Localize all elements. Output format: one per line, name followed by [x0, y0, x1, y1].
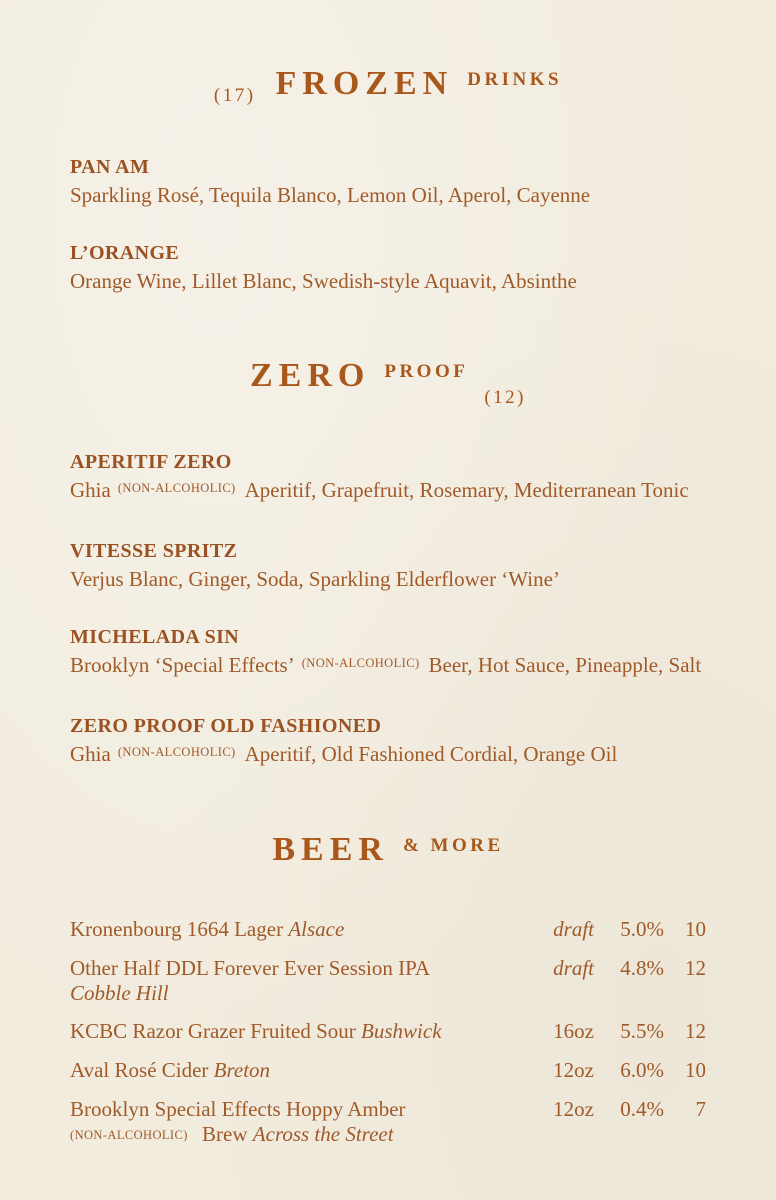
beer-abv: 6.0%	[620, 1058, 664, 1083]
non-alcoholic-tag: (NON-ALCOHOLIC)	[117, 481, 236, 496]
beer-origin: Across the Street	[252, 1122, 394, 1147]
non-alcoholic-tag: (NON-ALCOHOLIC)	[117, 745, 236, 760]
frozen-title: FROZEN	[275, 65, 454, 102]
item-description	[70, 477, 706, 506]
beer-subtitle: & MORE	[402, 835, 504, 857]
beer-row-brooklyn-special-effects	[70, 1097, 706, 1150]
description-text: Aperitif, Old Fashioned Cordial, Orange Oil	[244, 742, 618, 767]
menu-item-michelada-sin	[70, 625, 706, 681]
section-header-beer	[70, 832, 706, 869]
item-name: L’ORANGE	[70, 241, 180, 264]
item-name: VITESSE SPRITZ	[70, 540, 238, 563]
item-description: Sparkling Rosé, Tequila Blanco, Lemon Oil, Aperol, Cayenne	[70, 182, 591, 207]
section-header-frozen	[70, 65, 706, 106]
beer-price: 12	[685, 956, 706, 981]
zero-proof-subtitle: PROOF	[384, 360, 469, 382]
beer-row-aval	[70, 1058, 706, 1083]
menu-item-aperitif-zero	[70, 450, 706, 506]
description-text: Aperitif, Grapefruit, Rosemary, Mediterranean Tonic	[244, 478, 689, 503]
beer-price: 12	[685, 1019, 706, 1044]
beer-name-text: Other Half DDL Forever Ever Session IPA	[70, 956, 431, 981]
beer-size: draft	[553, 917, 594, 942]
beer-size: draft	[553, 956, 594, 981]
beer-size: 12oz	[553, 1097, 594, 1122]
beer-origin: Cobble Hill	[70, 981, 169, 1006]
beer-price: 7	[695, 1097, 706, 1122]
beer-second-line	[70, 1122, 506, 1150]
description-text: Ghia	[70, 478, 111, 503]
zero-proof-count: (12)	[484, 386, 526, 408]
menu-item-vitesse-spritz	[70, 539, 706, 592]
frozen-subtitle: DRINKS	[467, 69, 563, 90]
frozen-count: (17)	[213, 85, 256, 106]
beer-name-text: Brooklyn Special Effects Hoppy Amber	[70, 1097, 406, 1122]
beer-name-text: Brew	[202, 1122, 248, 1147]
zero-proof-items	[70, 450, 706, 770]
beer-row-other-half	[70, 956, 706, 1006]
item-description	[70, 741, 706, 770]
description-text: Ghia	[70, 742, 111, 767]
beer-name-text: KCBC Razor Grazer Fruited Sour	[70, 1019, 356, 1044]
item-name: PAN AM	[70, 155, 150, 178]
beer-name	[70, 1019, 522, 1044]
beer-origin-line	[70, 981, 506, 1006]
beer-abv: 0.4%	[620, 1097, 664, 1122]
description-text: Beer, Hot Sauce, Pineapple, Salt	[428, 653, 702, 678]
beer-name	[70, 917, 522, 942]
beer-origin: Alsace	[288, 917, 345, 942]
beer-abv: 4.8%	[620, 956, 664, 981]
item-description: Verjus Blanc, Ginger, Soda, Sparkling Elderflower ‘Wine’	[70, 567, 560, 592]
item-name: APERITIF ZERO	[70, 451, 232, 474]
non-alcoholic-tag: (NON-ALCOHOLIC)	[301, 656, 420, 671]
beer-name	[70, 956, 522, 1006]
item-name: ZERO PROOF OLD FASHIONED	[70, 715, 382, 738]
beer-name-text: Aval Rosé Cider	[70, 1058, 209, 1083]
item-description	[70, 652, 706, 681]
zero-proof-title: ZERO	[249, 356, 371, 394]
menu-item-zero-proof-old-fashioned	[70, 714, 706, 770]
beer-row-kcbc	[70, 1019, 706, 1044]
menu-item-lorange	[70, 241, 706, 294]
beer-title: BEER	[272, 831, 389, 869]
beer-origin: Bushwick	[361, 1019, 442, 1044]
beer-price: 10	[685, 917, 706, 942]
item-name: MICHELADA SIN	[70, 626, 240, 649]
beer-list	[70, 917, 706, 1150]
section-header-zero-proof	[70, 356, 706, 408]
non-alcoholic-tag: (NON-ALCOHOLIC)	[70, 1128, 188, 1143]
beer-size: 16oz	[553, 1019, 594, 1044]
description-text: Brooklyn ‘Special Effects’	[70, 653, 295, 678]
beer-name	[70, 1058, 522, 1083]
beer-name	[70, 1097, 522, 1150]
beer-price: 10	[685, 1058, 706, 1083]
beer-row-kronenbourg	[70, 917, 706, 942]
beer-abv: 5.5%	[620, 1019, 664, 1044]
beer-name-text: Kronenbourg 1664 Lager	[70, 917, 284, 942]
beer-size: 12oz	[553, 1058, 594, 1083]
menu-item-pan-am	[70, 155, 706, 208]
item-description: Orange Wine, Lillet Blanc, Swedish-style Aquavit, Absinthe	[70, 268, 577, 293]
beer-abv: 5.0%	[620, 917, 664, 942]
beer-origin: Breton	[213, 1058, 271, 1083]
